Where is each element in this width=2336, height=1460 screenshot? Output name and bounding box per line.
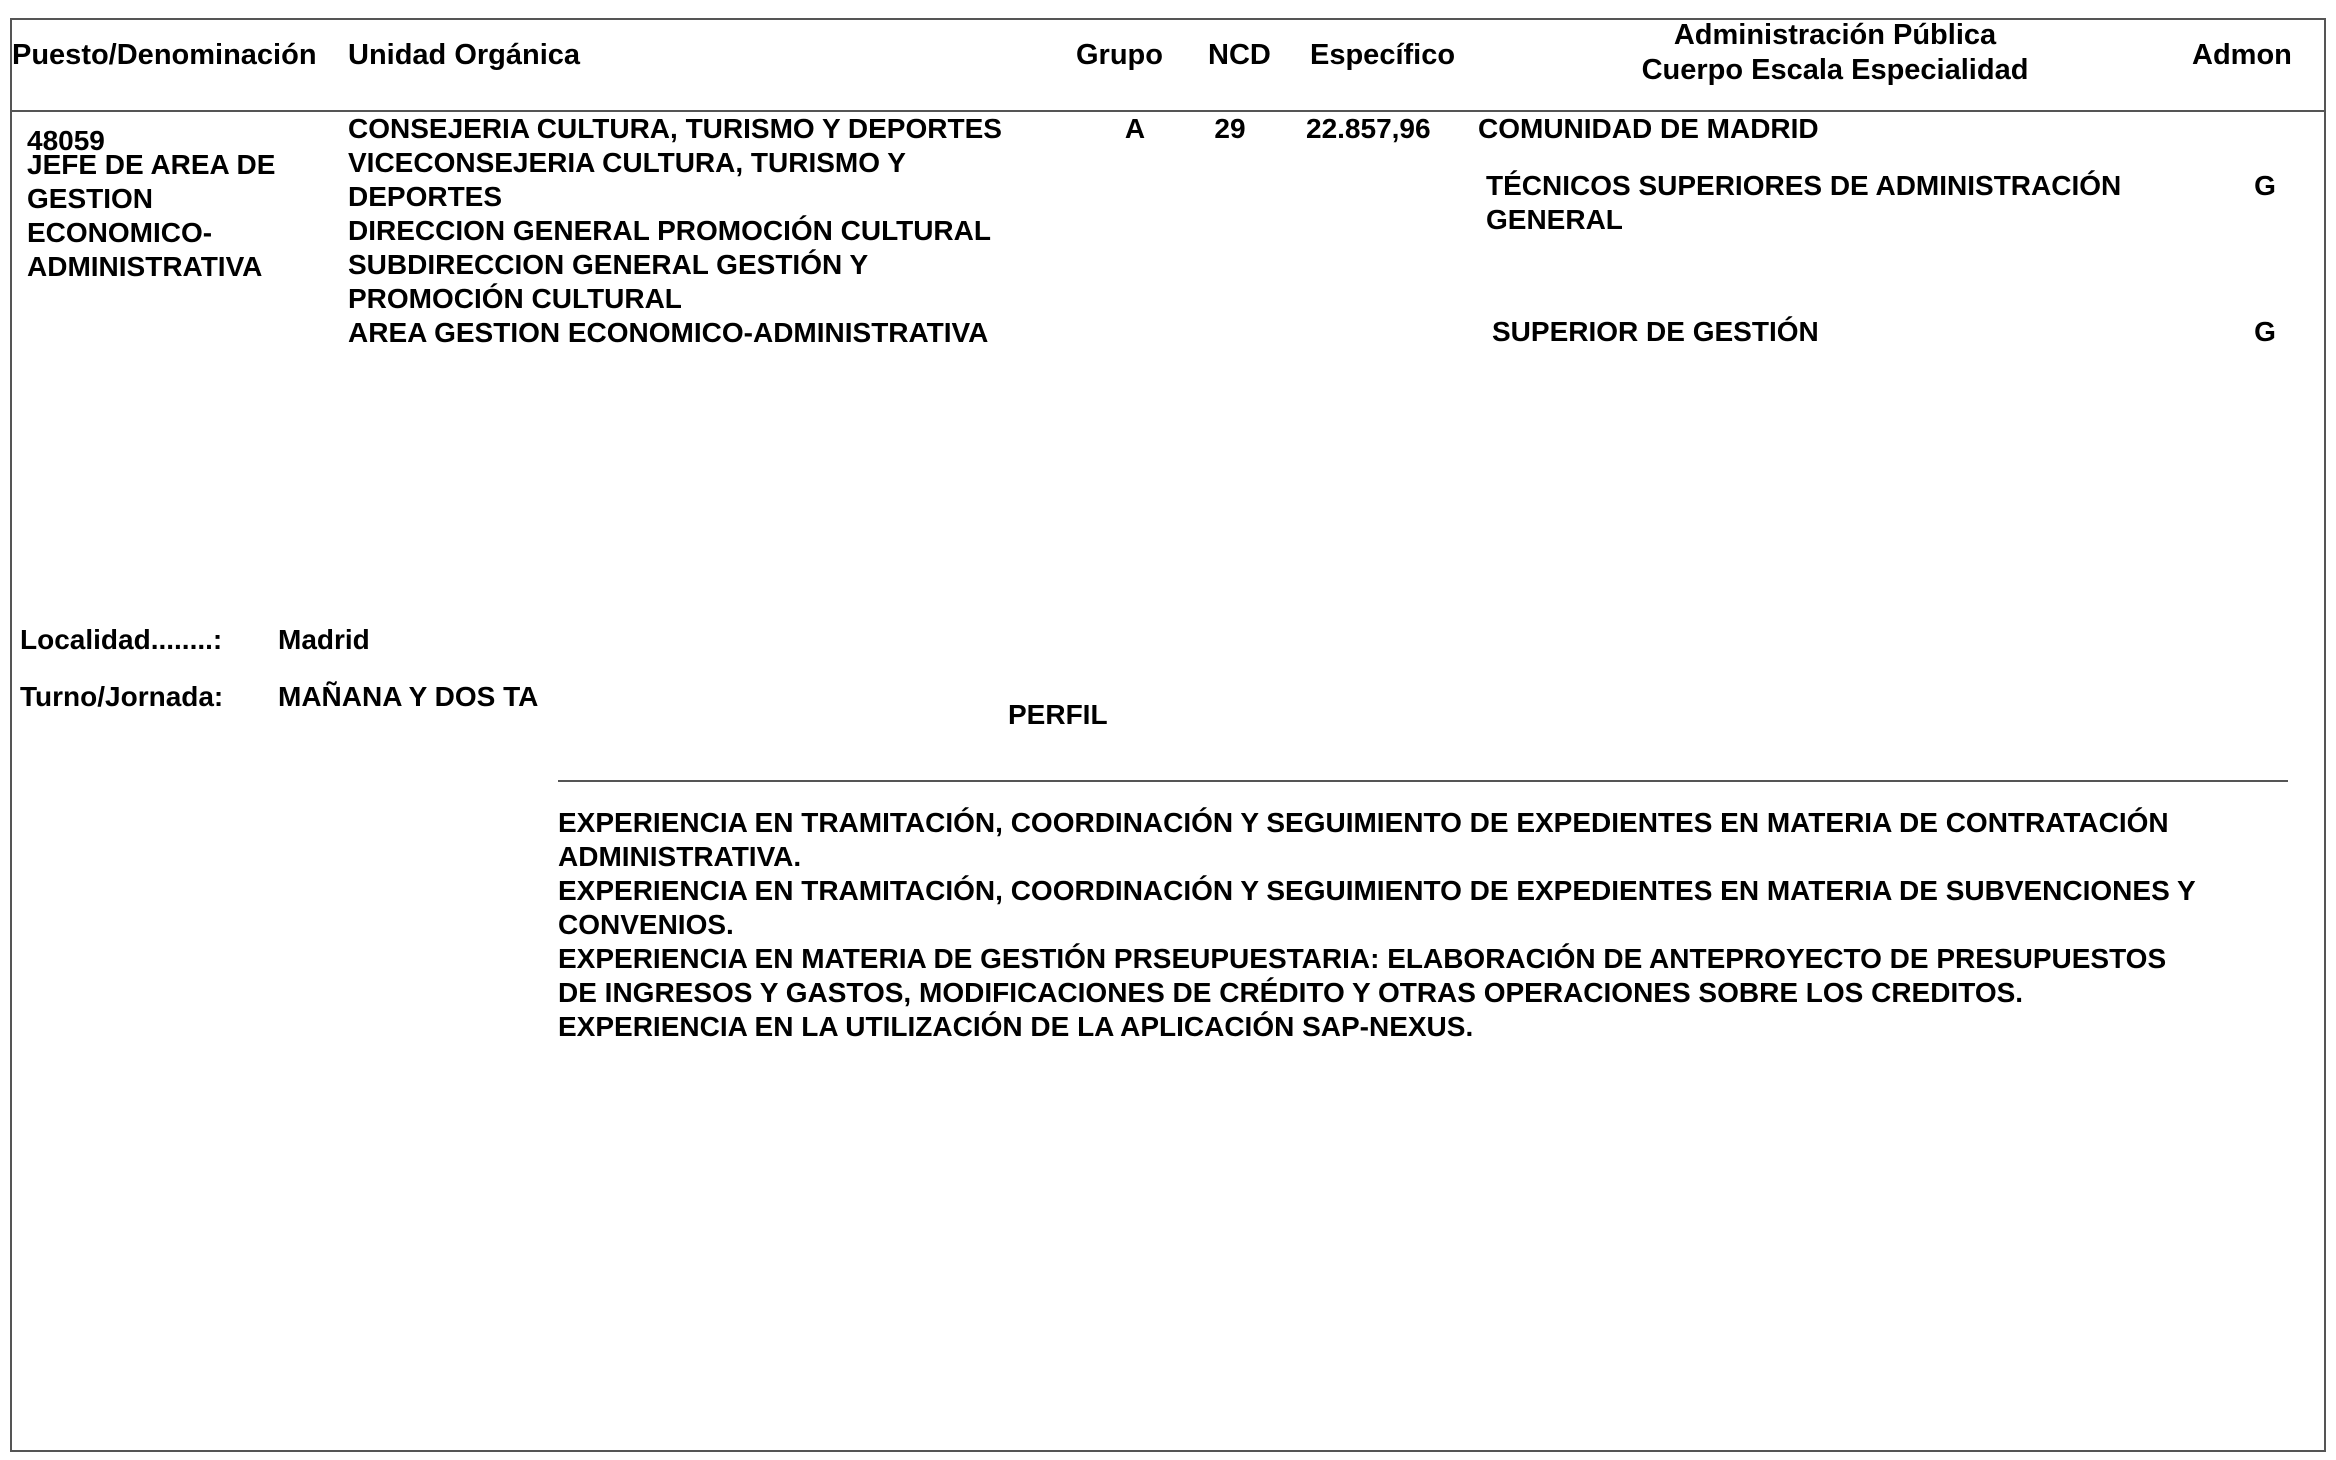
header-cuerpo-escala: Cuerpo Escala Especialidad xyxy=(1641,54,2029,86)
perfil-line: EXPERIENCIA EN TRAMITACIÓN, COORDINACIÓN Y SEGUIMIENTO DE EXPEDIENTES EN MATERIA DE CONTRATACIÓN xyxy=(558,807,2169,838)
perfil-divider xyxy=(558,780,2288,782)
perfil-text xyxy=(558,806,2196,1044)
cuerpo-line: GENERAL xyxy=(1486,204,1623,235)
header-admon: Admon xyxy=(2192,39,2292,71)
cuerpo-admon: G xyxy=(2254,170,2276,201)
denominacion-line: ADMINISTRATIVA xyxy=(27,251,263,282)
unidad-line: AREA GESTION ECONOMICO-ADMINISTRATIVA xyxy=(348,317,989,348)
especifico-value: 22.857,96 xyxy=(1306,113,1431,144)
unidad-line: CONSEJERIA CULTURA, TURISMO Y DEPORTES xyxy=(348,113,1002,144)
turno-value: MAÑANA Y DOS TA xyxy=(278,681,539,712)
unidad-line: PROMOCIÓN CULTURAL xyxy=(348,283,682,314)
grupo-value: A xyxy=(1124,113,1146,144)
denominacion-line: JEFE DE AREA DE xyxy=(27,149,276,180)
turno-label: Turno/Jornada: xyxy=(20,681,224,712)
unidad-line: DIRECCION GENERAL PROMOCIÓN CULTURAL xyxy=(348,215,991,246)
cuerpo-line: TÉCNICOS SUPERIORES DE ADMINISTRACIÓN xyxy=(1486,170,2122,201)
header-unidad: Unidad Orgánica xyxy=(348,39,581,71)
unidad-organica xyxy=(348,112,1002,350)
localidad-label: Localidad........: xyxy=(20,624,223,655)
header-ncd: NCD xyxy=(1208,39,1271,71)
denominacion-line: ECONOMICO- xyxy=(27,217,213,248)
header-especifico: Específico xyxy=(1310,39,1456,71)
header-puesto: Puesto/Denominación xyxy=(12,39,317,71)
perfil-line: EXPERIENCIA EN LA UTILIZACIÓN DE LA APLICACIÓN SAP-NEXUS. xyxy=(558,1011,1474,1042)
perfil-line: ADMINISTRATIVA. xyxy=(558,841,802,872)
perfil-title: PERFIL xyxy=(1008,699,1108,730)
unidad-line: DEPORTES xyxy=(348,181,503,212)
cuerpo-value xyxy=(1486,169,2121,237)
perfil-line: DE INGRESOS Y GASTOS, MODIFICACIONES DE CRÉDITO Y OTRAS OPERACIONES SOBRE LOS CREDITOS. xyxy=(558,977,2024,1008)
escala-value: SUPERIOR DE GESTIÓN xyxy=(1492,316,1819,347)
perfil-line: EXPERIENCIA EN TRAMITACIÓN, COORDINACIÓN Y SEGUIMIENTO DE EXPEDIENTES EN MATERIA DE SUBVENCIONES Y xyxy=(558,875,2196,906)
administracion-value: COMUNIDAD DE MADRID xyxy=(1478,113,1819,144)
escala-admon: G xyxy=(2254,316,2276,347)
header-admin-publica: Administración Pública xyxy=(1673,19,1997,51)
perfil-line: EXPERIENCIA EN MATERIA DE GESTIÓN PRSEUPUESTARIA: ELABORACIÓN DE ANTEPROYECTO DE PRESUPUESTOS xyxy=(558,943,2167,974)
header-grupo: Grupo xyxy=(1076,39,1163,71)
unidad-line: VICECONSEJERIA CULTURA, TURISMO Y xyxy=(348,147,906,178)
unidad-line: SUBDIRECCION GENERAL GESTIÓN Y xyxy=(348,249,869,280)
localidad-value: Madrid xyxy=(278,624,370,655)
perfil-line: CONVENIOS. xyxy=(558,909,734,940)
denominacion-line: GESTION xyxy=(27,183,154,214)
ncd-value: 29 xyxy=(1214,113,1246,144)
puesto-denominacion xyxy=(27,148,275,284)
puesto-codigo: 48059 xyxy=(27,125,105,156)
